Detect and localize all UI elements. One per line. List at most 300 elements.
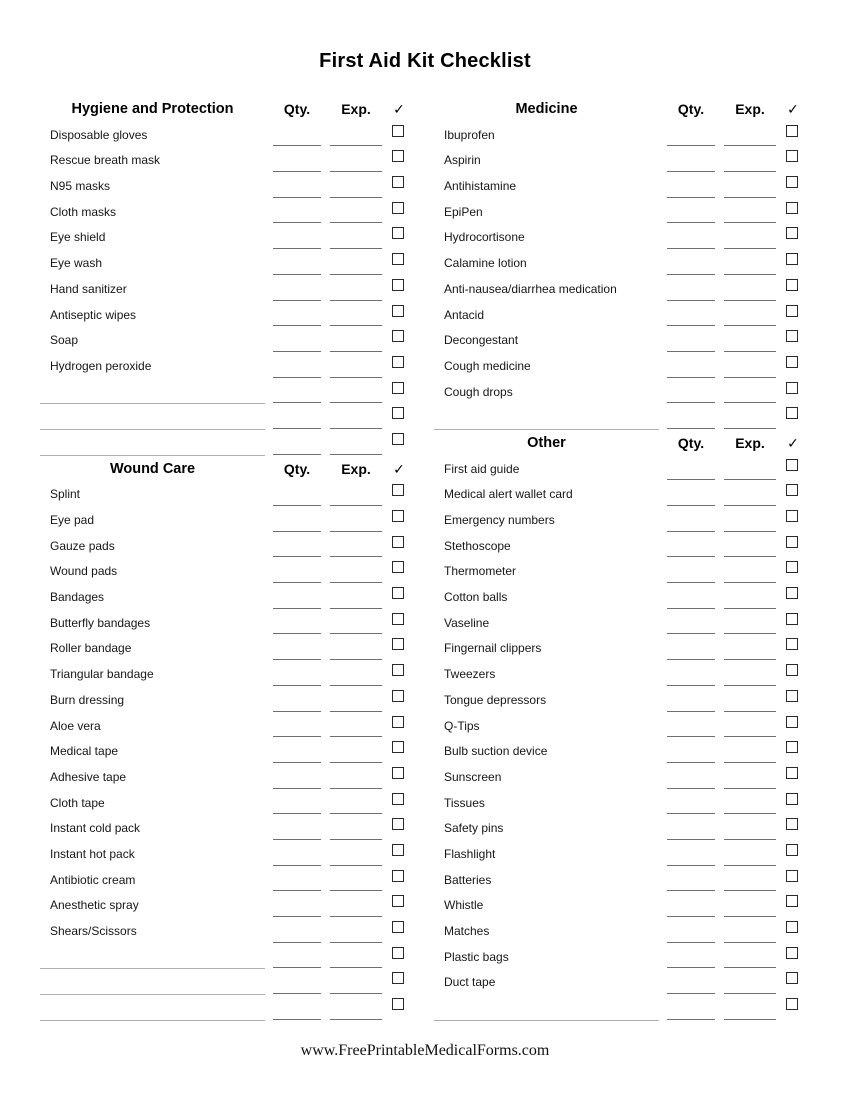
exp-field-line[interactable]	[724, 762, 776, 763]
qty-field-line[interactable]	[273, 685, 321, 686]
item-label: Instant hot pack	[50, 846, 135, 861]
qty-field-line[interactable]	[273, 556, 321, 557]
blank-item-row	[40, 380, 412, 406]
item-label: Fingernail clippers	[444, 641, 542, 656]
item-checkbox[interactable]	[392, 921, 404, 933]
blank-item-name-line[interactable]	[40, 1020, 265, 1021]
exp-field-line[interactable]	[330, 197, 382, 198]
item-checkbox[interactable]	[392, 972, 404, 984]
item-checkbox[interactable]	[786, 510, 798, 522]
item-checkbox[interactable]	[392, 638, 404, 650]
exp-field-line[interactable]	[330, 505, 382, 506]
checklist-item-row	[434, 585, 806, 611]
item-label: Aspirin	[444, 153, 481, 168]
item-checkbox[interactable]	[786, 150, 798, 162]
item-label: Batteries	[444, 872, 492, 887]
checklist-item-row	[40, 662, 412, 688]
qty-field-line[interactable]	[273, 428, 321, 429]
exp-column-header: Exp.	[735, 434, 765, 451]
item-checkbox[interactable]	[786, 176, 798, 188]
qty-field-line[interactable]	[273, 1019, 321, 1020]
section-title: Other	[527, 434, 566, 451]
checklist-left-column	[40, 97, 412, 1022]
exp-field-line[interactable]	[724, 813, 776, 814]
exp-field-line[interactable]	[330, 248, 382, 249]
page-title: First Aid Kit Checklist	[319, 50, 531, 72]
exp-column-header: Exp.	[341, 101, 371, 117]
qty-field-line[interactable]	[667, 274, 715, 275]
checklist-item-row	[40, 123, 412, 149]
exp-field-line[interactable]	[724, 505, 776, 506]
exp-field-line[interactable]	[724, 531, 776, 532]
checklist-item-row	[40, 791, 412, 817]
qty-field-line[interactable]	[667, 582, 715, 583]
exp-field-line[interactable]	[724, 556, 776, 557]
item-label: Rescue breath mask	[50, 153, 161, 168]
item-checkbox[interactable]	[786, 895, 798, 907]
qty-field-line[interactable]	[273, 916, 321, 917]
item-label: Adhesive tape	[50, 769, 127, 784]
checklist-item-row	[434, 868, 806, 894]
qty-column-header: Qty.	[283, 101, 311, 117]
exp-field-line[interactable]	[330, 351, 382, 352]
item-label: Thermometer	[444, 564, 517, 579]
item-checkbox[interactable]	[392, 484, 404, 496]
item-label: Burn dressing	[50, 692, 125, 707]
qty-field-line[interactable]	[273, 788, 321, 789]
item-checkbox[interactable]	[786, 664, 798, 676]
item-checkbox[interactable]	[786, 767, 798, 779]
item-checkbox[interactable]	[392, 870, 404, 882]
qty-field-line[interactable]	[273, 659, 321, 660]
exp-field-line[interactable]	[724, 659, 776, 660]
qty-field-line[interactable]	[273, 736, 321, 737]
exp-field-line[interactable]	[724, 685, 776, 686]
item-checkbox[interactable]	[392, 510, 404, 522]
item-checkbox[interactable]	[392, 998, 404, 1010]
checkmark-icon: ✓	[787, 434, 799, 451]
exp-field-line[interactable]	[724, 967, 776, 968]
item-checkbox[interactable]	[392, 818, 404, 830]
item-checkbox[interactable]	[392, 202, 404, 214]
blank-item-name-line[interactable]	[40, 994, 265, 995]
item-checkbox[interactable]	[786, 638, 798, 650]
item-checkbox[interactable]	[786, 305, 798, 317]
exp-field-line[interactable]	[724, 145, 776, 146]
exp-field-line[interactable]	[330, 556, 382, 557]
item-checkbox[interactable]	[392, 895, 404, 907]
item-label: Vaseline	[444, 615, 490, 630]
blank-item-name-line[interactable]	[434, 1020, 659, 1021]
exp-field-line[interactable]	[724, 377, 776, 378]
checklist-item-row	[40, 174, 412, 200]
item-label: Gauze pads	[50, 538, 115, 553]
exp-field-line[interactable]	[724, 993, 776, 994]
checklist-item-row	[40, 739, 412, 765]
exp-field-line[interactable]	[330, 531, 382, 532]
exp-field-line[interactable]	[330, 171, 382, 172]
item-label: Eye pad	[50, 513, 95, 527]
qty-field-line[interactable]	[667, 531, 715, 532]
item-checkbox[interactable]	[786, 407, 798, 419]
item-checkbox[interactable]	[786, 947, 798, 959]
qty-field-line[interactable]	[273, 993, 321, 994]
checklist-item-row	[434, 611, 806, 637]
qty-field-line[interactable]	[667, 916, 715, 917]
exp-field-line[interactable]	[330, 454, 382, 455]
exp-field-line[interactable]	[330, 274, 382, 275]
item-label: Hand sanitizer	[50, 281, 127, 296]
checklist-item-row	[434, 354, 806, 380]
checklist-item-row	[434, 791, 806, 817]
exp-field-line[interactable]	[330, 1019, 382, 1020]
item-checkbox[interactable]	[392, 176, 404, 188]
qty-field-line[interactable]	[273, 890, 321, 891]
qty-field-line[interactable]	[667, 608, 715, 609]
checkmark-icon: ✓	[393, 460, 405, 477]
qty-field-line[interactable]	[667, 1019, 715, 1020]
exp-field-line[interactable]	[724, 711, 776, 712]
exp-field-line[interactable]	[724, 1019, 776, 1020]
qty-field-line[interactable]	[667, 428, 715, 429]
checklist-item-row	[40, 868, 412, 894]
item-label: Sunscreen	[444, 769, 502, 784]
item-checkbox[interactable]	[786, 844, 798, 856]
qty-field-line[interactable]	[273, 839, 321, 840]
exp-field-line[interactable]	[330, 711, 382, 712]
qty-field-line[interactable]	[273, 377, 321, 378]
item-checkbox[interactable]	[392, 407, 404, 419]
exp-column-header: Exp.	[341, 460, 371, 477]
item-label: Stethoscope	[444, 538, 511, 553]
item-checkbox[interactable]	[786, 998, 798, 1010]
blank-item-name-line[interactable]	[40, 968, 265, 969]
item-label: Emergency numbers	[444, 513, 555, 527]
qty-field-line[interactable]	[273, 813, 321, 814]
item-label: Q-Tips	[444, 718, 480, 733]
qty-field-line[interactable]	[667, 171, 715, 172]
checklist-item-row	[434, 148, 806, 174]
blank-item-row	[40, 996, 412, 1022]
checklist-item-row	[434, 303, 806, 329]
qty-field-line[interactable]	[273, 248, 321, 249]
item-checkbox[interactable]	[392, 793, 404, 805]
checkmark-icon: ✓	[787, 101, 799, 117]
item-checkbox[interactable]	[786, 330, 798, 342]
checklist-item-row	[40, 816, 412, 842]
item-label: Antibiotic cream	[50, 872, 136, 887]
qty-field-line[interactable]	[667, 222, 715, 223]
item-label: Tweezers	[444, 667, 496, 682]
exp-field-line[interactable]	[330, 633, 382, 634]
checklist-item-row	[40, 559, 412, 585]
section-header-row	[434, 97, 806, 123]
item-checkbox[interactable]	[392, 844, 404, 856]
checklist-item-row	[434, 945, 806, 971]
qty-field-line[interactable]	[667, 351, 715, 352]
qty-field-line[interactable]	[273, 197, 321, 198]
exp-field-line[interactable]	[724, 582, 776, 583]
exp-field-line[interactable]	[330, 865, 382, 866]
item-checkbox[interactable]	[786, 536, 798, 548]
qty-field-line[interactable]	[667, 762, 715, 763]
qty-field-line[interactable]	[273, 531, 321, 532]
checklist-item-row	[40, 893, 412, 919]
qty-field-line[interactable]	[667, 402, 715, 403]
exp-field-line[interactable]	[330, 428, 382, 429]
item-checkbox[interactable]	[786, 818, 798, 830]
item-label: Antihistamine	[444, 179, 517, 194]
item-label: Cloth masks	[50, 204, 117, 219]
exp-field-line[interactable]	[330, 993, 382, 994]
exp-field-line[interactable]	[724, 633, 776, 634]
item-checkbox[interactable]	[786, 253, 798, 265]
qty-field-line[interactable]	[273, 145, 321, 146]
qty-field-line[interactable]	[667, 865, 715, 866]
qty-field-line[interactable]	[273, 711, 321, 712]
qty-field-line[interactable]	[667, 377, 715, 378]
item-label: Flashlight	[444, 846, 496, 861]
qty-field-line[interactable]	[273, 171, 321, 172]
item-checkbox[interactable]	[392, 741, 404, 753]
checklist-item-row	[434, 174, 806, 200]
item-label: Ibuprofen	[444, 127, 495, 142]
item-label: Splint	[50, 487, 81, 502]
qty-field-line[interactable]	[667, 300, 715, 301]
qty-field-line[interactable]	[273, 325, 321, 326]
item-checkbox[interactable]	[392, 716, 404, 728]
exp-field-line[interactable]	[724, 222, 776, 223]
item-checkbox[interactable]	[786, 279, 798, 291]
qty-field-line[interactable]	[273, 454, 321, 455]
exp-field-line[interactable]	[330, 402, 382, 403]
qty-field-line[interactable]	[667, 248, 715, 249]
item-checkbox[interactable]	[392, 253, 404, 265]
qty-field-line[interactable]	[667, 993, 715, 994]
qty-field-line[interactable]	[667, 197, 715, 198]
checklist-item-row	[434, 457, 806, 483]
qty-field-line[interactable]	[273, 351, 321, 352]
checklist-item-row	[40, 842, 412, 868]
checklist-item-row	[434, 123, 806, 149]
item-checkbox[interactable]	[786, 125, 798, 137]
item-checkbox[interactable]	[392, 561, 404, 573]
qty-field-line[interactable]	[273, 762, 321, 763]
checklist-item-row	[434, 662, 806, 688]
blank-item-row	[40, 431, 412, 457]
exp-field-line[interactable]	[724, 890, 776, 891]
qty-field-line[interactable]	[273, 222, 321, 223]
item-checkbox[interactable]	[786, 459, 798, 471]
exp-field-line[interactable]	[724, 788, 776, 789]
exp-field-line[interactable]	[724, 274, 776, 275]
checklist-item-row	[434, 714, 806, 740]
exp-field-line[interactable]	[330, 582, 382, 583]
exp-field-line[interactable]	[330, 890, 382, 891]
item-checkbox[interactable]	[786, 613, 798, 625]
qty-field-line[interactable]	[273, 633, 321, 634]
item-checkbox[interactable]	[392, 664, 404, 676]
qty-field-line[interactable]	[667, 145, 715, 146]
exp-field-line[interactable]	[724, 479, 776, 480]
checklist-item-row	[40, 225, 412, 251]
qty-field-line[interactable]	[667, 325, 715, 326]
exp-field-line[interactable]	[724, 248, 776, 249]
exp-field-line[interactable]	[330, 300, 382, 301]
qty-field-line[interactable]	[667, 505, 715, 506]
qty-field-line[interactable]	[273, 942, 321, 943]
checklist-item-row	[434, 970, 806, 996]
exp-field-line[interactable]	[330, 813, 382, 814]
blank-item-name-line[interactable]	[40, 429, 265, 430]
item-checkbox[interactable]	[392, 613, 404, 625]
exp-field-line[interactable]	[330, 762, 382, 763]
qty-field-line[interactable]	[667, 685, 715, 686]
exp-field-line[interactable]	[330, 145, 382, 146]
exp-field-line[interactable]	[724, 325, 776, 326]
exp-field-line[interactable]	[330, 659, 382, 660]
item-checkbox[interactable]	[392, 305, 404, 317]
item-checkbox[interactable]	[786, 741, 798, 753]
qty-field-line[interactable]	[667, 711, 715, 712]
item-checkbox[interactable]	[786, 484, 798, 496]
checklist-item-row	[434, 251, 806, 277]
item-label: Cough drops	[444, 384, 513, 399]
item-checkbox[interactable]	[392, 227, 404, 239]
item-checkbox[interactable]	[392, 536, 404, 548]
qty-field-line[interactable]	[667, 736, 715, 737]
qty-field-line[interactable]	[667, 813, 715, 814]
qty-field-line[interactable]	[273, 505, 321, 506]
item-checkbox[interactable]	[786, 972, 798, 984]
item-checkbox[interactable]	[786, 202, 798, 214]
checklist-item-row	[40, 148, 412, 174]
item-label: N95 masks	[50, 179, 111, 194]
section-title: Medicine	[515, 101, 578, 117]
exp-field-line[interactable]	[724, 942, 776, 943]
item-checkbox[interactable]	[786, 793, 798, 805]
item-checkbox[interactable]	[392, 767, 404, 779]
blank-item-name-line[interactable]	[40, 403, 265, 404]
qty-field-line[interactable]	[273, 865, 321, 866]
checklist-item-row	[40, 303, 412, 329]
qty-field-line[interactable]	[667, 890, 715, 891]
qty-field-line[interactable]	[273, 582, 321, 583]
checklist-item-row	[434, 200, 806, 226]
section-title: Hygiene and Protection	[71, 101, 234, 117]
exp-field-line[interactable]	[724, 300, 776, 301]
qty-field-line[interactable]	[273, 967, 321, 968]
blank-item-row	[434, 405, 806, 431]
item-label: Eye wash	[50, 256, 103, 271]
checklist-item-row	[434, 380, 806, 406]
item-checkbox[interactable]	[392, 947, 404, 959]
item-checkbox[interactable]	[786, 356, 798, 368]
qty-field-line[interactable]	[667, 659, 715, 660]
qty-field-line[interactable]	[667, 967, 715, 968]
checklist-item-row	[434, 508, 806, 534]
item-checkbox[interactable]	[392, 382, 404, 394]
item-checkbox[interactable]	[786, 587, 798, 599]
exp-field-line[interactable]	[724, 428, 776, 429]
footer-url: www.FreePrintableMedicalForms.com	[300, 1042, 550, 1059]
exp-field-line[interactable]	[330, 967, 382, 968]
qty-field-line[interactable]	[667, 556, 715, 557]
item-checkbox[interactable]	[392, 587, 404, 599]
qty-field-line[interactable]	[667, 839, 715, 840]
item-checkbox[interactable]	[392, 150, 404, 162]
qty-field-line[interactable]	[273, 300, 321, 301]
exp-field-line[interactable]	[330, 736, 382, 737]
checklist-item-row	[434, 225, 806, 251]
exp-field-line[interactable]	[724, 839, 776, 840]
item-checkbox[interactable]	[392, 279, 404, 291]
exp-field-line[interactable]	[724, 736, 776, 737]
exp-field-line[interactable]	[330, 608, 382, 609]
exp-field-line[interactable]	[724, 197, 776, 198]
exp-field-line[interactable]	[330, 788, 382, 789]
checklist-item-row	[40, 714, 412, 740]
checklist-item-row	[40, 919, 412, 945]
item-checkbox[interactable]	[786, 382, 798, 394]
item-checkbox[interactable]	[786, 690, 798, 702]
exp-field-line[interactable]	[330, 839, 382, 840]
item-checkbox[interactable]	[786, 227, 798, 239]
qty-field-line[interactable]	[273, 608, 321, 609]
exp-field-line[interactable]	[724, 402, 776, 403]
section-title: Wound Care	[109, 460, 196, 477]
item-label: Tongue depressors	[444, 692, 547, 707]
item-checkbox[interactable]	[392, 690, 404, 702]
item-checkbox[interactable]	[392, 356, 404, 368]
exp-field-line[interactable]	[330, 222, 382, 223]
blank-item-name-line[interactable]	[40, 455, 265, 456]
item-checkbox[interactable]	[786, 716, 798, 728]
checkmark-icon: ✓	[393, 101, 405, 117]
item-checkbox[interactable]	[786, 921, 798, 933]
qty-field-line[interactable]	[667, 788, 715, 789]
exp-field-line[interactable]	[724, 916, 776, 917]
exp-field-line[interactable]	[330, 377, 382, 378]
exp-field-line[interactable]	[330, 325, 382, 326]
checklist-item-row	[434, 816, 806, 842]
exp-field-line[interactable]	[330, 685, 382, 686]
item-checkbox[interactable]	[392, 330, 404, 342]
blank-item-row	[40, 945, 412, 971]
blank-item-name-line[interactable]	[434, 429, 659, 430]
qty-field-line[interactable]	[667, 942, 715, 943]
qty-field-line[interactable]	[667, 633, 715, 634]
exp-field-line[interactable]	[330, 916, 382, 917]
exp-field-line[interactable]	[724, 865, 776, 866]
qty-field-line[interactable]	[273, 402, 321, 403]
checklist-item-row	[434, 919, 806, 945]
exp-field-line[interactable]	[330, 942, 382, 943]
qty-field-line[interactable]	[273, 274, 321, 275]
qty-field-line[interactable]	[667, 479, 715, 480]
item-checkbox[interactable]	[786, 870, 798, 882]
item-checkbox[interactable]	[786, 561, 798, 573]
item-label: Wound pads	[50, 564, 118, 579]
item-checkbox[interactable]	[392, 433, 404, 445]
item-checkbox[interactable]	[392, 125, 404, 137]
exp-field-line[interactable]	[724, 351, 776, 352]
checklist-item-row	[40, 354, 412, 380]
exp-field-line[interactable]	[724, 171, 776, 172]
exp-field-line[interactable]	[724, 608, 776, 609]
checklist-item-row	[40, 482, 412, 508]
item-label: Instant cold pack	[50, 821, 141, 836]
